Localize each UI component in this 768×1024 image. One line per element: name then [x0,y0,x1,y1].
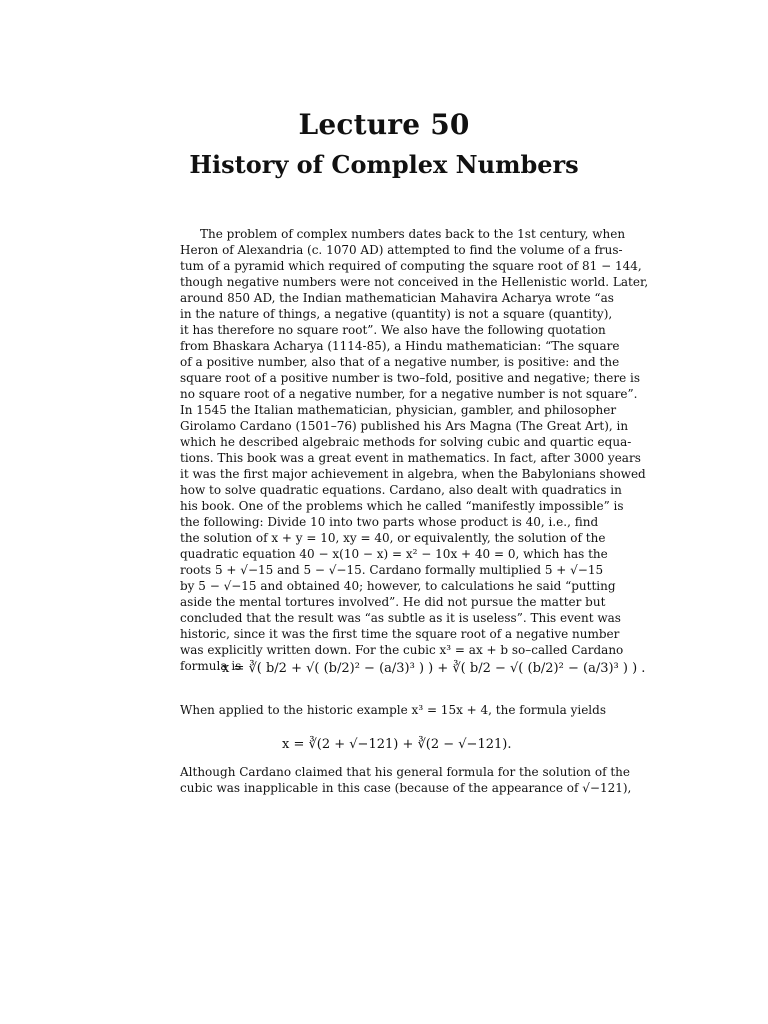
text-line: square root of a positive number is two–fold, positive and negative; there is [180,371,641,385]
text-line: roots 5 + √−15 and 5 − √−15. Cardano formally multiplied 5 + √−15 [180,563,604,577]
text-line: was explicitly written down. For the cubic x³ = ax + b so–called Cardano [180,643,624,657]
text-line: which he described algebraic methods for solving cubic and quartic equa- [180,435,632,449]
text-line: formula is [180,659,242,673]
text-line: from Bhaskara Acharya (1114-85), a Hindu mathematician: “The square [180,339,620,353]
text-line: Girolamo Cardano (1501–76) published his Ars Magna (The Great Art), in [180,419,629,433]
applied-line: When applied to the historic example x³ = 15x + 4, the formula yields [180,703,606,717]
closing-line: Although Cardano claimed that his general formula for the solution of the [180,765,630,779]
text-line: tum of a pyramid which required of computing the square root of 81 − 144, [180,259,642,273]
text-line: tions. This book was a great event in mathematics. In fact, after 3000 years [180,451,641,465]
closing-line: cubic was inapplicable in this case (because of the appearance of √−121), [180,781,632,795]
lecture-subtitle: History of Complex Numbers [189,150,579,179]
text-line: of a positive number, also that of a negative number, is positive: and the [180,355,620,369]
cardano-formula: x = ∛( b/2 + √( (b/2)² − (a/3)³ ) ) + ∛( b/2 − √( (b/2)² − (a/3)³ ) ) . [222,661,646,676]
text-line: though negative numbers were not conceived in the Hellenistic world. Later, [180,275,649,289]
text-line: concluded that the result was “as subtle as it is useless”. This event was [180,611,621,625]
text-line: how to solve quadratic equations. Cardano, also dealt with quadratics in [180,483,622,497]
text-line: Heron of Alexandria (c. 1070 AD) attempted to find the volume of a frus- [180,243,623,257]
text-line: The problem of complex numbers dates back to the 1st century, when [200,227,626,241]
text-line: no square root of a negative number, for a negative number is not square”. [180,387,638,401]
text-line: it has therefore no square root”. We also have the following quotation [180,323,606,337]
example-formula: x = ∛(2 + √−121) + ∛(2 − √−121). [282,737,512,752]
text-line: the solution of x + y = 10, xy = 40, or equivalently, the solution of the [180,531,606,545]
text-line: around 850 AD, the Indian mathematician Mahavira Acharya wrote “as [180,291,614,305]
text-line: In 1545 the Italian mathematician, physician, gambler, and philosopher [180,403,617,417]
text-line: it was the first major achievement in algebra, when the Babylonians showed [180,467,646,481]
text-line: quadratic equation 40 − x(10 − x) = x² − 10x + 40 = 0, which has the [180,547,608,561]
text-line: by 5 − √−15 and obtained 40; however, to calculations he said “putting [180,579,616,593]
text-line: the following: Divide 10 into two parts whose product is 40, i.e., find [180,515,599,529]
text-line: his book. One of the problems which he called “manifestly impossible” is [180,499,624,513]
text-line: historic, since it was the first time the square root of a negative number [180,627,620,641]
text-line: aside the mental tortures involved”. He did not pursue the matter but [180,595,606,609]
text-line: in the nature of things, a negative (quantity) is not a square (quantity), [180,307,613,321]
lecture-title: Lecture 50 [298,108,470,141]
